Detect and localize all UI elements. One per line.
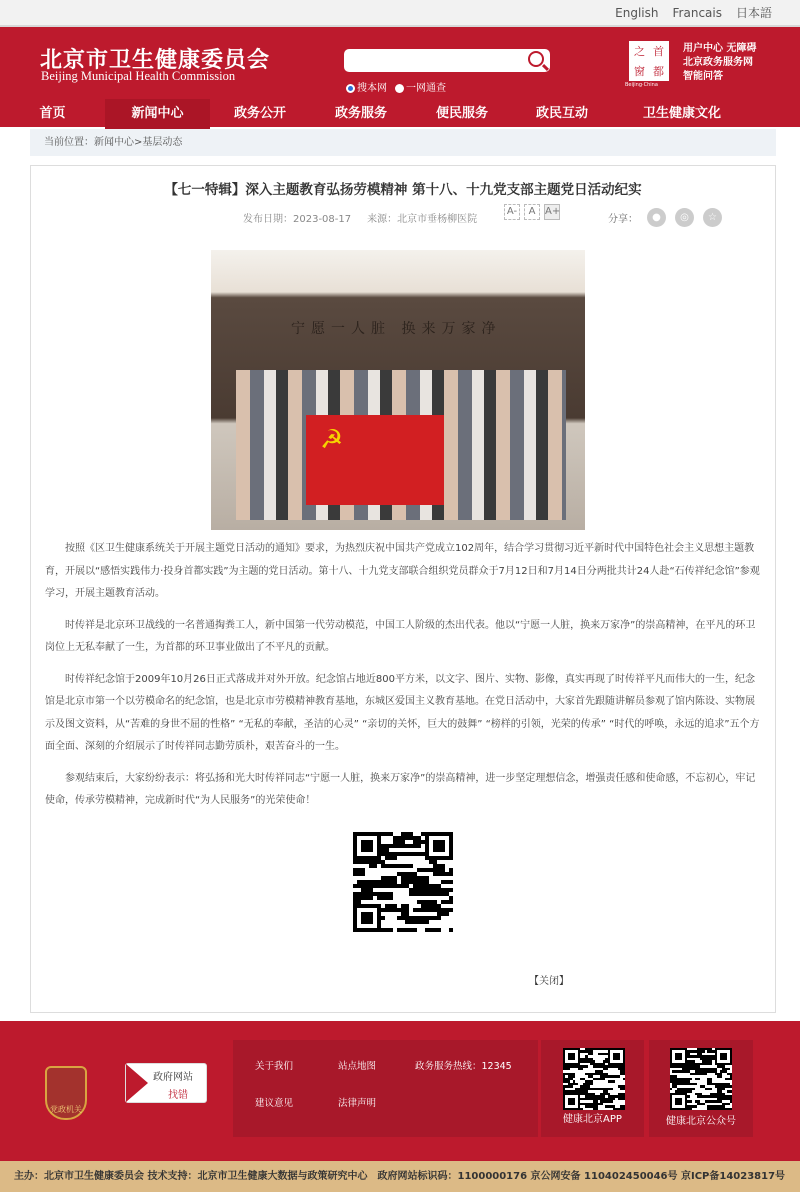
lang-japanese[interactable]: 日本語 [735, 6, 772, 20]
legal-link[interactable]: 法律声明 [338, 1098, 377, 1109]
nav-interaction[interactable]: 政民互动 [535, 106, 588, 121]
hotline-text: 政务服务热线：12345 [415, 1061, 512, 1072]
radio-icon [395, 84, 404, 93]
smart-qa-link[interactable]: 智能问答 [683, 71, 723, 82]
party-gov-badge[interactable]: 党政机关 [45, 1066, 87, 1120]
user-center-link[interactable]: 用户中心 [683, 43, 723, 54]
share-label: 分享： [608, 214, 638, 225]
site-header [0, 25, 800, 127]
photo-wall-text: 宁愿一人脏 换来万家净 [291, 321, 502, 337]
radio-selected-icon [346, 84, 355, 93]
gov-site-error-button[interactable] [125, 1063, 207, 1103]
font-size-controls [504, 204, 560, 220]
about-link[interactable]: 关于我们 [255, 1061, 294, 1072]
nav-gov-services[interactable]: 政务服务 [334, 106, 387, 121]
main-nav [0, 99, 800, 129]
font-decrease-button[interactable]: A- [504, 204, 520, 220]
seal-char: 都 [653, 65, 664, 78]
header-links [683, 42, 756, 84]
gov-error-line1: 政府网站 [153, 1072, 193, 1083]
seal-char: 窗 [634, 65, 645, 78]
article-meta [243, 210, 477, 225]
font-increase-button[interactable]: A+ [544, 204, 560, 220]
article-qr-code [353, 832, 453, 932]
wechat-qr-caption: 健康北京公众号 [666, 1116, 736, 1127]
paragraph: 参观结束后，大家纷纷表示：将弘扬和光大时传祥同志“宁愿一人脏，换来万家净”的崇高精神，进一步坚定理想信念，增强责任感和使命感，不忘初心，牢记使命，传承劳模精神，完成新时代“为人民服务”的光荣使命！ [45, 772, 756, 806]
footer [0, 1021, 800, 1161]
publish-date: 发布日期：2023-08-17 [243, 214, 352, 225]
accessibility-link[interactable]: 无障碍 [726, 43, 757, 54]
seal-caption: Beijing·China [625, 82, 658, 88]
paragraph: 时传祥纪念馆于2009年10月26日正式落成并对外开放。纪念馆占地近800平方米，以文字、图片、实物、影像，真实再现了时传祥平凡而伟大的一生，纪念馆是北京市第一个以劳模命名的纪念馆，也是北京市劳模精神教育基地，东城区爱国主义教育基地。在党日活动中，大家首先跟随讲解员参观了馆内陈设、实物展示及图文资料，从“苦难的身世不屈的性格” “无私的奉献，圣洁的心灵” “亲切的关怀，巨大的鼓舞” “榜样的引领，光荣的传承” “时代的呼唤，永远的追求”五个方面全面、深刻的介绍展示了时传祥同志勤劳质朴，艰苦奋斗的一生。 [45, 673, 760, 752]
footer-links [233, 1040, 538, 1137]
sitemap-link[interactable]: 站点地图 [338, 1061, 377, 1072]
article-source: 来源：北京市垂杨柳医院 [367, 214, 478, 225]
article-container [30, 165, 776, 1013]
site-logo-title[interactable]: 北京市卫生健康委员会 [40, 48, 271, 73]
nav-home[interactable]: 首页 [39, 106, 66, 121]
app-qr-code[interactable] [563, 1048, 625, 1110]
radio-label: 一网通查 [406, 83, 446, 94]
gov-error-line2: 找错 [168, 1090, 188, 1101]
share-bar [608, 208, 722, 227]
weibo-icon[interactable]: ◎ [675, 208, 694, 227]
footer-info: 主办：北京市卫生健康委员会 技术支持：北京市卫生健康大数据与政策研究中心 政府网站标识码：1100000176 京公网安备 110402450046号 京ICP备14023817号 [0, 1161, 800, 1192]
site-logo-subtitle: Beijing Municipal Health Commission [41, 69, 236, 83]
article-body [45, 538, 763, 822]
wechat-qr-code[interactable] [670, 1048, 732, 1110]
radio-all-sites[interactable] [395, 79, 446, 94]
nav-gov-affairs[interactable]: 政务公开 [233, 106, 286, 121]
gov-service-link[interactable]: 北京政务服务网 [683, 57, 753, 68]
close-button[interactable]: 【关闭】 [529, 976, 569, 987]
font-default-button[interactable]: A [524, 204, 540, 220]
search-input[interactable] [344, 49, 550, 72]
language-bar [0, 0, 800, 25]
wechat-qr-box [649, 1040, 753, 1137]
magnifier-icon [126, 1064, 148, 1102]
lang-francais[interactable]: Francais [672, 5, 722, 20]
wechat-icon[interactable]: ● [647, 208, 666, 227]
app-qr-caption: 健康北京APP [563, 1114, 622, 1125]
app-qr-box [541, 1040, 644, 1137]
favorite-icon[interactable]: ☆ [703, 208, 722, 227]
radio-label: 搜本网 [357, 83, 387, 94]
nav-news[interactable]: 新闻中心 [105, 99, 210, 129]
feedback-link[interactable]: 建议意见 [255, 1098, 294, 1109]
lang-english[interactable]: English [615, 5, 659, 20]
search-icon[interactable] [528, 51, 544, 67]
paragraph: 按照《区卫生健康系统关于开展主题党日活动的通知》要求，为热烈庆祝中国共产党成立102周年，结合学习贯彻习近平新时代中国特色社会主义思想主题教育，开展以“感悟实践伟力·投身首都实践”为主题的党日活动。第十八、十九党支部联合组织党员群众于7月12日和7月14日分两批共计24人赴“石传祥纪念馆”参观学习，开展主题教育活动。 [45, 543, 760, 599]
seal-char: 之 [634, 45, 645, 58]
nav-culture[interactable]: 卫生健康文化 [642, 106, 721, 121]
article-photo [211, 250, 585, 530]
paragraph: 时传祥是北京环卫战线的一名普通掏粪工人，新中国第一代劳动模范，中国工人阶级的杰出代表。他以“宁愿一人脏，换来万家净”的崇高精神，在平凡的环卫岗位上无私奉献了一生，为首都的环卫事业做出了不平凡的贡献。 [45, 619, 756, 653]
radio-this-site[interactable] [346, 79, 387, 94]
seal-char: 首 [653, 45, 664, 58]
nav-public-services[interactable]: 便民服务 [435, 106, 488, 121]
article-title: 【七一特辑】深入主题教育弘扬劳模精神 第十八、十九党支部主题党日活动纪实 [164, 182, 642, 198]
capital-window-seal[interactable] [629, 41, 669, 81]
search-scope [346, 79, 446, 94]
party-flag: ☭ [306, 415, 444, 505]
breadcrumb: 当前位置：新闻中心>基层动态 [30, 129, 776, 156]
